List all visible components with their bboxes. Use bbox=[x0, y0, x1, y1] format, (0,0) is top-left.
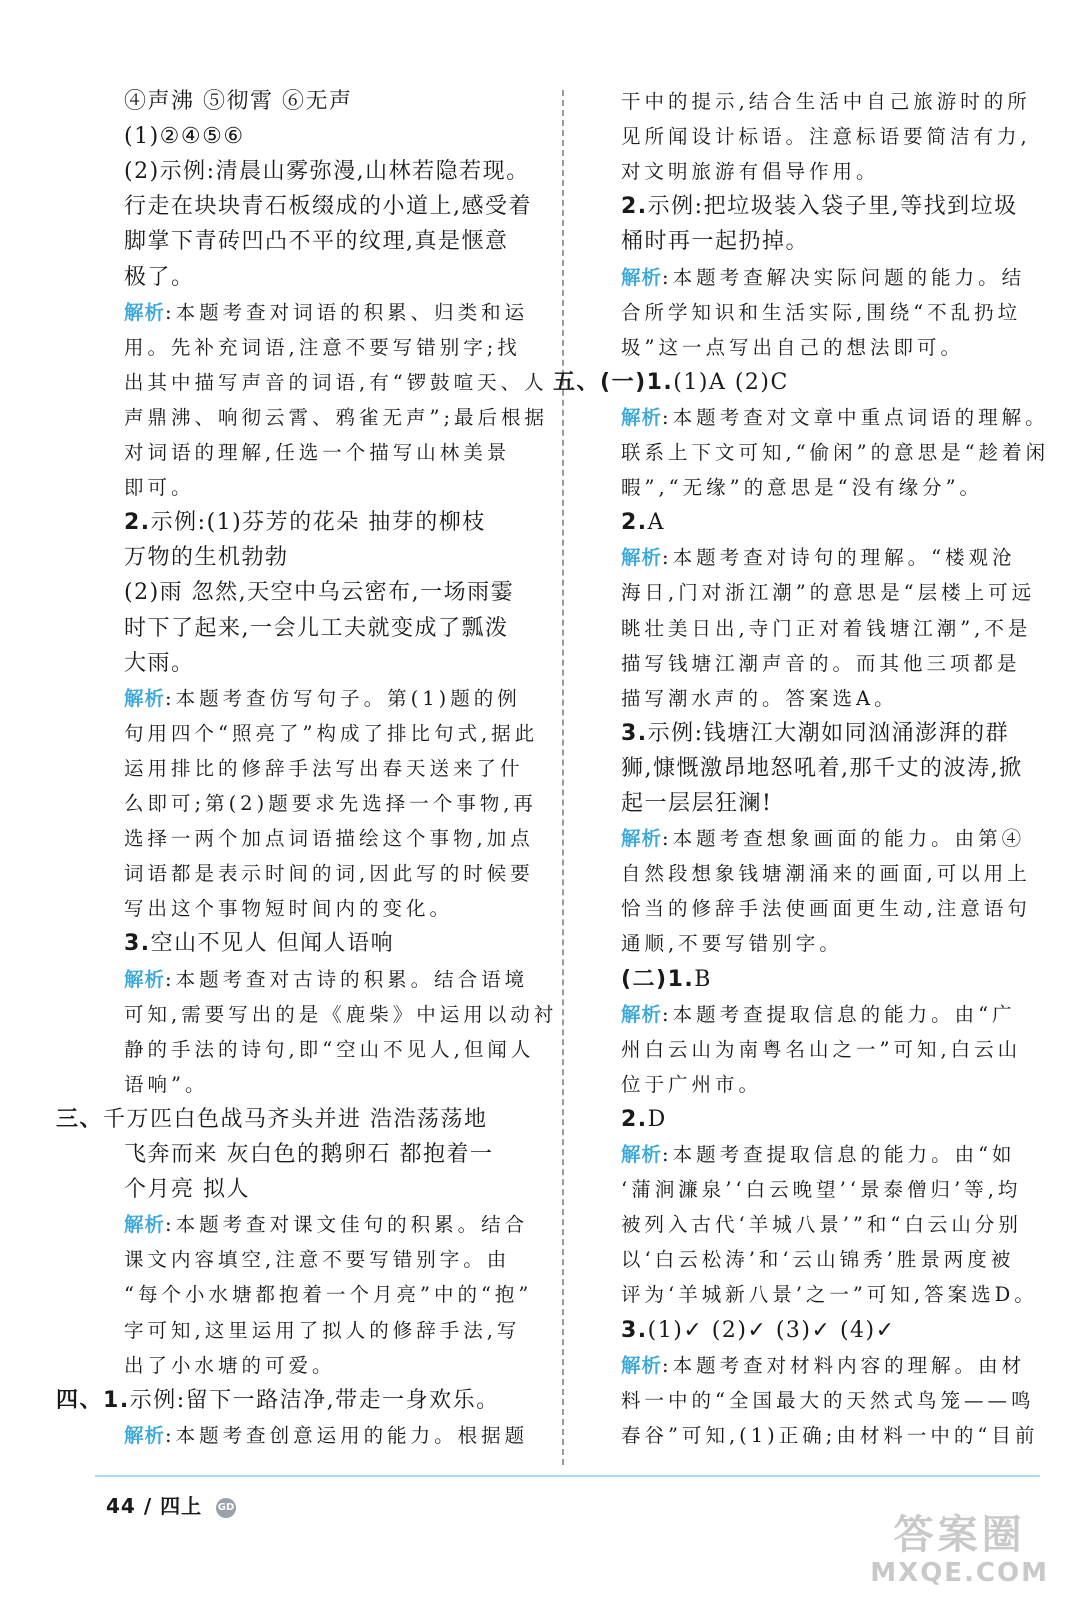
line-text: 大雨。 bbox=[124, 650, 195, 676]
text-line bbox=[621, 84, 1031, 119]
text-line bbox=[124, 716, 538, 751]
page-footer bbox=[106, 1490, 236, 1519]
text-line bbox=[621, 189, 1018, 224]
line-text: 即可。 bbox=[124, 476, 195, 500]
line-text: 见所闻设计标语。注意标语要简洁有力, bbox=[621, 125, 1031, 149]
grade-label: 四上 bbox=[160, 1494, 203, 1518]
line-text: :本题考查对文章中重点词语的理解。 bbox=[662, 405, 1049, 429]
line-text: 行走在块块青石板缀成的小道上,感受着 bbox=[124, 194, 532, 220]
line-text: (1)A (2)C bbox=[673, 369, 789, 395]
line-text: :本题考查仿写句子。第(1)题的例 bbox=[165, 686, 521, 710]
text-line bbox=[124, 856, 534, 891]
text-line bbox=[124, 540, 289, 575]
text-line bbox=[124, 575, 514, 610]
line-text: 词语都是表示时间的词,因此写的时候要 bbox=[124, 862, 534, 886]
text-line bbox=[124, 154, 530, 189]
line-text: :本题考查对词语的积累、归类和运 bbox=[165, 300, 529, 324]
text-line bbox=[621, 154, 880, 189]
line-text: 万物的生机勃勃 bbox=[124, 545, 289, 571]
line-text: B bbox=[694, 966, 712, 992]
line-text: 极了。 bbox=[124, 264, 195, 290]
text-line bbox=[124, 1348, 336, 1383]
text-line bbox=[621, 1348, 1025, 1383]
line-text: 时下了起来,一会儿工夫就变成了瓢泼 bbox=[124, 615, 509, 641]
text-line bbox=[621, 1242, 1014, 1277]
line-text: “每个小水塘都抱着一个月亮”中的“抱” bbox=[124, 1283, 533, 1307]
text-line bbox=[621, 1172, 1021, 1207]
analysis-label: 解析 bbox=[621, 546, 663, 570]
text-line bbox=[621, 1383, 1034, 1418]
question-number: 2. bbox=[621, 1106, 648, 1132]
line-text: 被列入古代‘羊城八景’”和“白云山分别 bbox=[621, 1213, 1022, 1237]
line-text: 飞奔而来 灰白色的鹅卵石 都抱着一 bbox=[124, 1142, 494, 1167]
analysis-label: 解析 bbox=[621, 827, 663, 851]
text-line bbox=[124, 470, 195, 505]
section-marker: 四、 bbox=[56, 1387, 104, 1413]
line-text: ④声沸 ⑤彻霄 ⑥无声 bbox=[124, 89, 353, 114]
footer-rule bbox=[95, 1475, 1040, 1477]
analysis-label: 解析 bbox=[621, 405, 663, 429]
question-number: 3. bbox=[621, 1317, 648, 1343]
text-line bbox=[124, 821, 534, 856]
text-line bbox=[621, 330, 964, 365]
text-line bbox=[124, 260, 195, 295]
text-line bbox=[621, 856, 1031, 891]
question-number: 2. bbox=[621, 510, 648, 536]
text-line bbox=[621, 751, 1022, 786]
watermark-url: MXQE.COM bbox=[870, 1558, 1049, 1588]
text-line bbox=[621, 1207, 1022, 1242]
line-text: 联系上下文可知,“偷闲”的意思是“趁着闲 bbox=[621, 441, 1050, 464]
line-text: :本题考查提取信息的能力。由“如 bbox=[662, 1143, 1016, 1166]
text-line bbox=[124, 1313, 520, 1348]
line-text: 通顺,不要写错别字。 bbox=[621, 932, 843, 956]
line-text: 海日,门对浙江潮”的意思是“层楼上可远 bbox=[621, 581, 1036, 605]
text-line bbox=[621, 891, 1031, 926]
line-text: 位于广州市。 bbox=[621, 1072, 763, 1096]
text-line bbox=[124, 926, 394, 961]
line-text: :本题考查提取信息的能力。由“广 bbox=[662, 1002, 1016, 1026]
analysis-label: 解析 bbox=[621, 1353, 663, 1377]
text-line bbox=[621, 1102, 667, 1137]
line-text: 课文内容填空,注意不要写错别字。由 bbox=[124, 1248, 511, 1272]
text-line bbox=[56, 1102, 488, 1137]
analysis-label: 解析 bbox=[124, 967, 166, 991]
line-text: 选择一两个加点词语描绘这个事物,加点 bbox=[124, 827, 534, 851]
line-text: 个月亮 拟人 bbox=[124, 1177, 250, 1203]
line-text: :本题考查想象画面的能力。由第④ bbox=[662, 827, 1026, 851]
question-number: 3. bbox=[124, 931, 151, 957]
line-text: ‘蒲涧濂泉’‘白云晚望’‘景泰僧归’等,均 bbox=[621, 1178, 1022, 1202]
text-line bbox=[621, 1277, 1038, 1312]
question-number: 3. bbox=[621, 720, 648, 746]
analysis-label: 解析 bbox=[124, 1213, 166, 1237]
line-text: D bbox=[647, 1106, 667, 1132]
line-text: 出其中描写声音的词语,有“锣鼓喧天、人 bbox=[124, 370, 548, 394]
line-text: :本题考查对课文佳句的积累。结合 bbox=[165, 1213, 529, 1237]
line-text: 可知,需要写出的是《鹿柴》中运用以动衬 bbox=[124, 1002, 558, 1026]
line-text: 料一中的“全国最大的天然式鸟笼——鸣 bbox=[621, 1388, 1035, 1412]
text-line bbox=[553, 365, 789, 400]
text-line bbox=[621, 505, 665, 540]
text-line bbox=[124, 330, 521, 365]
text-line bbox=[124, 1067, 208, 1102]
line-text: 语响”。 bbox=[124, 1072, 209, 1096]
question-number: (一)1. bbox=[600, 369, 674, 395]
line-text: 描写钱塘江潮声音的。而其他三项都是 bbox=[621, 651, 1021, 675]
question-number: (二)1. bbox=[621, 966, 695, 992]
text-line bbox=[124, 1207, 528, 1242]
line-text: (1)✓ (2)✓ (3)✓ (4)✓ bbox=[647, 1317, 896, 1343]
line-text: 眺壮美日出,寺门正对着钱塘江潮”,不是 bbox=[621, 616, 1032, 640]
line-text: 空山不见人 但闻人语响 bbox=[150, 931, 395, 957]
watermark bbox=[870, 1512, 1049, 1588]
text-line bbox=[621, 575, 1035, 610]
analysis-label: 解析 bbox=[621, 1002, 663, 1026]
line-text: 声鼎沸、响彻云霄、鸦雀无声”;最后根据 bbox=[124, 405, 549, 429]
text-line bbox=[124, 1032, 534, 1067]
watermark-title: 答案圈 bbox=[893, 1512, 1026, 1558]
line-text: 对词语的理解,任选一个描写山林美景 bbox=[124, 441, 511, 464]
text-line bbox=[621, 1137, 1016, 1172]
text-line bbox=[124, 1277, 532, 1312]
text-line bbox=[621, 646, 1021, 681]
text-line bbox=[124, 962, 528, 997]
text-line bbox=[124, 365, 548, 400]
text-line bbox=[621, 1418, 1038, 1453]
text-line bbox=[621, 540, 1016, 575]
line-text: (2)雨 忽然,天空中乌云密布,一场雨霎 bbox=[124, 580, 515, 606]
line-text: 出了小水塘的可爱。 bbox=[124, 1353, 336, 1377]
section-marker: 三、 bbox=[56, 1106, 104, 1132]
line-text: 脚掌下青砖凹凸不平的纹理,真是惬意 bbox=[124, 229, 509, 255]
line-text: :本题考查对诗句的理解。“楼观沧 bbox=[662, 546, 1016, 570]
line-text: :本题考查对材料内容的理解。由材 bbox=[662, 1353, 1026, 1377]
text-line bbox=[621, 1067, 762, 1102]
text-line bbox=[124, 646, 195, 681]
line-text: 恰当的修辞手法使画面更生动,注意语句 bbox=[621, 897, 1031, 921]
line-text: 示例:留下一路洁净,带走一身欢乐。 bbox=[129, 1387, 500, 1413]
line-text: 桶时再一起扔掉。 bbox=[621, 229, 810, 255]
text-line bbox=[124, 681, 521, 716]
analysis-label: 解析 bbox=[124, 686, 166, 710]
text-line bbox=[124, 400, 548, 435]
line-text: 以‘白云松涛’和‘云山锦秀’胜景两度被 bbox=[621, 1248, 1015, 1272]
line-text: 评为‘羊城新八景’之一”可知,答案选D。 bbox=[621, 1283, 1038, 1307]
text-line bbox=[124, 1242, 510, 1277]
line-text: 字可知,这里运用了拟人的修辞手法,写 bbox=[124, 1318, 521, 1342]
text-line bbox=[621, 997, 1016, 1032]
text-line bbox=[621, 1032, 1021, 1067]
analysis-label: 解析 bbox=[124, 1423, 166, 1447]
page-number: 44 bbox=[106, 1494, 136, 1518]
text-line bbox=[124, 119, 245, 154]
question-number: 2. bbox=[124, 510, 151, 536]
text-line bbox=[124, 997, 557, 1032]
text-line bbox=[621, 1313, 896, 1348]
line-text: 示例:(1)芬芳的花朵 抽芽的柳枝 bbox=[150, 510, 486, 536]
line-text: 静的手法的诗句,即“空山不见人,但闻人 bbox=[124, 1037, 535, 1061]
line-text: 圾”这一点写出自己的想法即可。 bbox=[621, 335, 964, 359]
text-line bbox=[621, 119, 1031, 154]
text-line bbox=[621, 435, 1049, 470]
analysis-label: 解析 bbox=[621, 265, 663, 289]
column-divider bbox=[562, 90, 564, 1465]
text-line bbox=[621, 295, 1021, 330]
line-text: 合所学知识和生活实际,围绕“不乱扔垃 bbox=[621, 300, 1022, 324]
text-line bbox=[621, 611, 1031, 646]
text-line bbox=[124, 224, 509, 259]
text-line bbox=[124, 1172, 250, 1207]
text-line bbox=[124, 611, 509, 646]
line-text: 起一层层狂澜! bbox=[621, 791, 773, 816]
text-line bbox=[621, 821, 1025, 856]
section-marker: 五、 bbox=[553, 369, 601, 395]
text-line bbox=[56, 1383, 500, 1418]
line-text: 示例:钱塘江大潮如同汹涌澎湃的群 bbox=[647, 720, 1010, 746]
analysis-label: 解析 bbox=[621, 1143, 663, 1166]
analysis-label: 解析 bbox=[124, 300, 166, 324]
line-text: 示例:把垃圾装入袋子里,等找到垃圾 bbox=[647, 194, 1018, 220]
line-text: 句用四个“照亮了”构成了排比句式,据此 bbox=[124, 721, 539, 745]
text-line bbox=[124, 84, 353, 119]
line-text: 描写潮水声的。答案选A。 bbox=[621, 686, 898, 710]
question-number: 2. bbox=[621, 194, 648, 220]
text-line bbox=[124, 189, 532, 224]
question-number: 1. bbox=[103, 1387, 130, 1413]
text-line bbox=[124, 1418, 528, 1453]
line-text: 运用排比的修辞手法写出春天送来了什 bbox=[124, 756, 524, 780]
line-text: 干中的提示,结合生活中自己旅游时的所 bbox=[621, 90, 1031, 113]
line-text: 州白云山为南粤名山之一”可知,白云山 bbox=[621, 1037, 1022, 1061]
text-line bbox=[124, 891, 453, 926]
line-text: 春谷”可知,(1)正确;由材料一中的“目前 bbox=[621, 1423, 1039, 1447]
text-line bbox=[621, 962, 712, 997]
text-line bbox=[124, 295, 528, 330]
footer-separator: / bbox=[143, 1494, 153, 1518]
text-line bbox=[621, 260, 1025, 295]
text-line bbox=[124, 786, 537, 821]
line-text: 用。先补充词语,注意不要写错别字;找 bbox=[124, 335, 521, 359]
edition-badge-icon: GD bbox=[216, 1498, 236, 1518]
line-text: 自然段想象钱塘潮涌来的画面,可以用上 bbox=[621, 862, 1031, 886]
line-text: 狮,慷慨激昂地怒吼着,那千丈的波涛,掀 bbox=[621, 755, 1023, 781]
text-line bbox=[621, 926, 843, 961]
line-text: A bbox=[647, 510, 666, 536]
line-text: 写出这个事物短时间内的变化。 bbox=[124, 897, 454, 921]
text-line bbox=[621, 681, 898, 716]
text-line bbox=[124, 1137, 494, 1172]
line-text: 千万匹白色战马齐头并进 浩浩荡荡地 bbox=[103, 1106, 488, 1132]
line-text: (1)②④⑤⑥ bbox=[124, 124, 245, 150]
text-line bbox=[621, 786, 772, 821]
line-text: 对文明旅游有倡导作用。 bbox=[621, 160, 880, 184]
text-line bbox=[621, 470, 983, 505]
line-text: :本题考查创意运用的能力。根据题 bbox=[165, 1423, 529, 1447]
line-text: :本题考查解决实际问题的能力。结 bbox=[662, 265, 1026, 289]
line-text: :本题考查对古诗的积累。结合语境 bbox=[165, 967, 529, 991]
line-text: (2)示例:清晨山雾弥漫,山林若隐若现。 bbox=[124, 159, 530, 185]
text-line bbox=[621, 224, 809, 259]
line-text: 暇”,“无缘”的意思是“没有缘分”。 bbox=[621, 476, 984, 500]
text-line bbox=[621, 716, 1009, 751]
text-line bbox=[124, 505, 486, 540]
line-text: 么即可;第(2)题要求先选择一个事物,再 bbox=[124, 792, 537, 815]
text-line bbox=[124, 435, 510, 470]
text-line bbox=[124, 751, 524, 786]
text-line bbox=[621, 400, 1049, 435]
